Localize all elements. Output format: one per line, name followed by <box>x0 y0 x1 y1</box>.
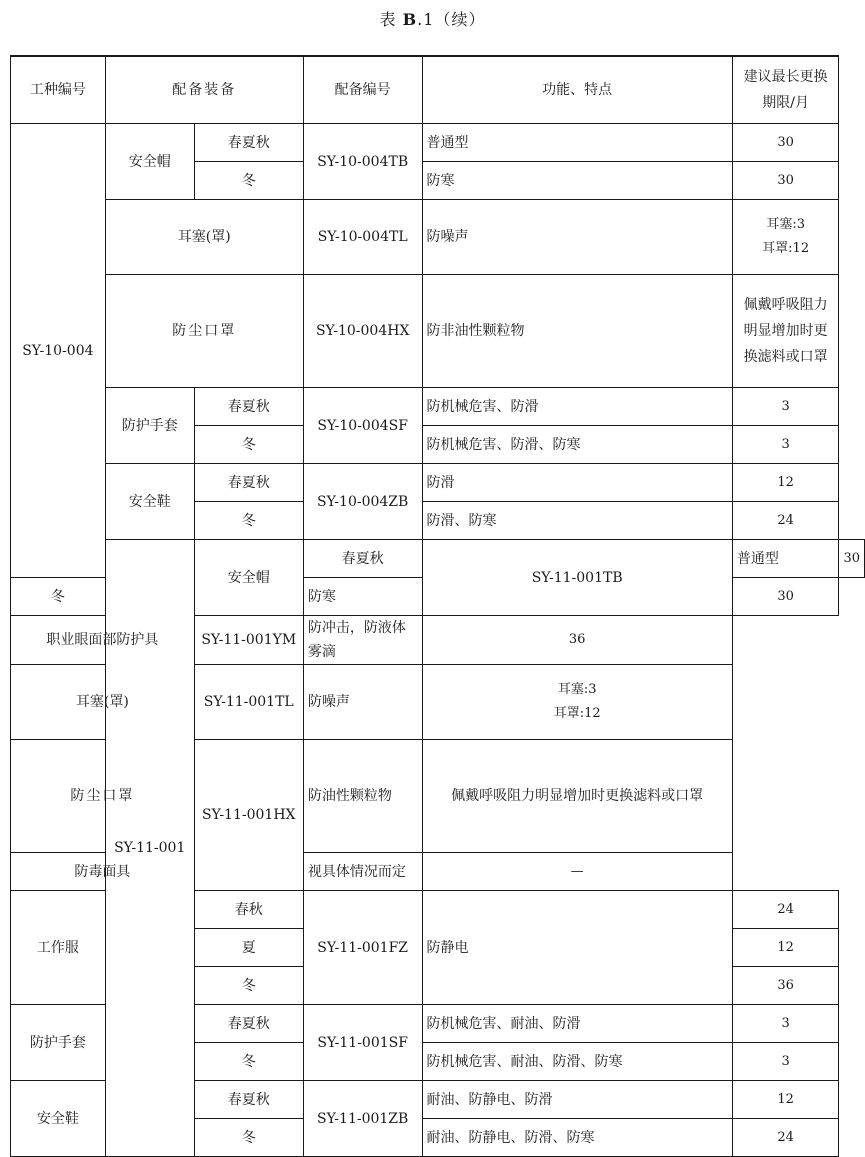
equipment-name: 防护手套 <box>105 388 194 464</box>
equip-code-cell: SY-11-001HX <box>194 740 303 891</box>
job-code-cell: SY-11-001 <box>105 540 194 1157</box>
caption-prefix: 表 <box>379 10 403 29</box>
feature-cell: 防寒 <box>303 578 422 616</box>
limit-cell: 3 <box>732 426 839 464</box>
season-cell: 春夏秋 <box>194 1005 303 1043</box>
header-feature: 功能、特点 <box>422 56 732 124</box>
limit-earplug: 耳塞:3 <box>557 682 597 697</box>
limit-cell: 佩戴呼吸阻力明显增加时更换滤料或口罩 <box>732 275 839 388</box>
season-cell: 冬 <box>194 426 303 464</box>
limit-cell: 24 <box>732 891 839 929</box>
table-row <box>11 464 865 502</box>
limit-cell: 30 <box>732 124 839 162</box>
equipment-name: 工作服 <box>11 891 106 1005</box>
equip-code-cell: SY-11-001SF <box>303 1005 422 1081</box>
feature-cell: 防噪声 <box>303 665 422 740</box>
feature-cell: 视具体情况而定 <box>303 853 422 891</box>
limit-earmuff: 耳罩:12 <box>762 241 810 256</box>
season-cell: 冬 <box>11 578 106 616</box>
equipment-name: 防尘口罩 <box>105 275 303 388</box>
season-cell: 春夏秋 <box>194 464 303 502</box>
header-equip-code: 配备编号 <box>303 56 422 124</box>
equip-code-cell: SY-10-004ZB <box>303 464 422 540</box>
feature-cell: 防非油性颗粒物 <box>422 275 732 388</box>
limit-earplug: 耳塞:3 <box>766 217 805 232</box>
equipment-name: 防毒面具 <box>11 853 195 891</box>
table-caption <box>0 8 865 32</box>
limit-cell <box>732 200 839 275</box>
limit-cell: 3 <box>732 1005 839 1043</box>
season-cell: 春夏秋 <box>194 388 303 426</box>
feature-cell: 防机械危害、耐油、防滑 <box>422 1005 732 1043</box>
equip-code-cell: SY-11-001FZ <box>303 891 422 1005</box>
table-row <box>11 275 865 388</box>
caption-suffix: .1（续） <box>417 10 486 29</box>
season-cell: 春夏秋 <box>194 124 303 162</box>
limit-cell: 30 <box>732 162 839 200</box>
feature-cell: 防机械危害、耐油、防滑、防寒 <box>422 1043 732 1081</box>
limit-cell <box>422 665 732 740</box>
season-cell: 冬 <box>194 1119 303 1157</box>
limit-cell: 30 <box>732 578 839 616</box>
equipment-name: 防护手套 <box>11 1005 106 1081</box>
equip-code-cell: SY-11-001YM <box>194 616 303 665</box>
season-cell: 夏 <box>194 929 303 967</box>
feature-cell: 防滑、防寒 <box>422 502 732 540</box>
equipment-table <box>10 55 865 1157</box>
equipment-name: 耳塞(罩) <box>105 200 303 275</box>
feature-cell: 普通型 <box>732 540 839 578</box>
equipment-name: 职业眼面部防护具 <box>11 616 195 665</box>
limit-cell: 36 <box>732 967 839 1005</box>
table-row <box>11 124 865 162</box>
header-equipment: 配备装备 <box>105 56 303 124</box>
equipment-name: 安全鞋 <box>105 464 194 540</box>
feature-cell: 耐油、防静电、防滑、防寒 <box>422 1119 732 1157</box>
equipment-name: 安全帽 <box>105 124 194 200</box>
feature-cell: 耐油、防静电、防滑 <box>422 1081 732 1119</box>
feature-cell: 防机械危害、防滑、防寒 <box>422 426 732 464</box>
feature-cell: 防油性颗粒物 <box>303 740 422 853</box>
feature-cell: 防机械危害、防滑 <box>422 388 732 426</box>
table-row <box>11 540 865 578</box>
limit-cell: 3 <box>732 1043 839 1081</box>
limit-cell: — <box>422 853 732 891</box>
feature-cell: 防滑 <box>422 464 732 502</box>
table-row <box>11 665 865 740</box>
equip-code-cell: SY-11-001TL <box>194 665 303 740</box>
limit-cell: 24 <box>732 1119 839 1157</box>
job-code-cell: SY-10-004 <box>11 124 106 578</box>
header-limit: 建议最长更换期限/月 <box>732 56 839 124</box>
equip-code-cell: SY-10-004TL <box>303 200 422 275</box>
season-cell: 冬 <box>194 502 303 540</box>
season-cell: 冬 <box>194 967 303 1005</box>
feature-cell: 防噪声 <box>422 200 732 275</box>
limit-cell: 12 <box>732 1081 839 1119</box>
limit-cell: 30 <box>839 540 865 578</box>
limit-cell: 36 <box>422 616 732 665</box>
feature-cell: 防静电 <box>422 891 732 1005</box>
equipment-name: 安全鞋 <box>11 1081 106 1157</box>
table-row <box>11 388 865 426</box>
feature-cell: 防冲击，防液体雾滴 <box>303 616 422 665</box>
equip-code-cell: SY-10-004HX <box>303 275 422 388</box>
equip-code-cell: SY-11-001TB <box>422 540 732 616</box>
equip-code-cell: SY-11-001ZB <box>303 1081 422 1157</box>
limit-cell: 12 <box>732 464 839 502</box>
equip-code-cell: SY-10-004SF <box>303 388 422 464</box>
feature-cell: 防寒 <box>422 162 732 200</box>
season-cell: 冬 <box>194 162 303 200</box>
equipment-name: 耳塞(罩) <box>11 665 195 740</box>
equipment-name: 防尘口罩 <box>11 740 195 853</box>
limit-cell: 3 <box>732 388 839 426</box>
caption-table-id: B <box>402 10 418 29</box>
feature-cell: 普通型 <box>422 124 732 162</box>
limit-earmuff: 耳罩:12 <box>553 706 601 721</box>
equip-code-cell: SY-10-004TB <box>303 124 422 200</box>
season-cell: 春夏秋 <box>194 1081 303 1119</box>
season-cell: 春秋 <box>194 891 303 929</box>
limit-cell: 佩戴呼吸阻力明显增加时更换滤料或口罩 <box>422 740 732 853</box>
table-row <box>11 200 865 275</box>
limit-cell: 12 <box>732 929 839 967</box>
season-cell: 冬 <box>194 1043 303 1081</box>
season-cell: 春夏秋 <box>303 540 422 578</box>
limit-cell: 24 <box>732 502 839 540</box>
header-row <box>11 56 865 124</box>
equipment-name: 安全帽 <box>194 540 303 616</box>
table-row <box>11 616 865 665</box>
header-job-code: 工种编号 <box>11 56 106 124</box>
